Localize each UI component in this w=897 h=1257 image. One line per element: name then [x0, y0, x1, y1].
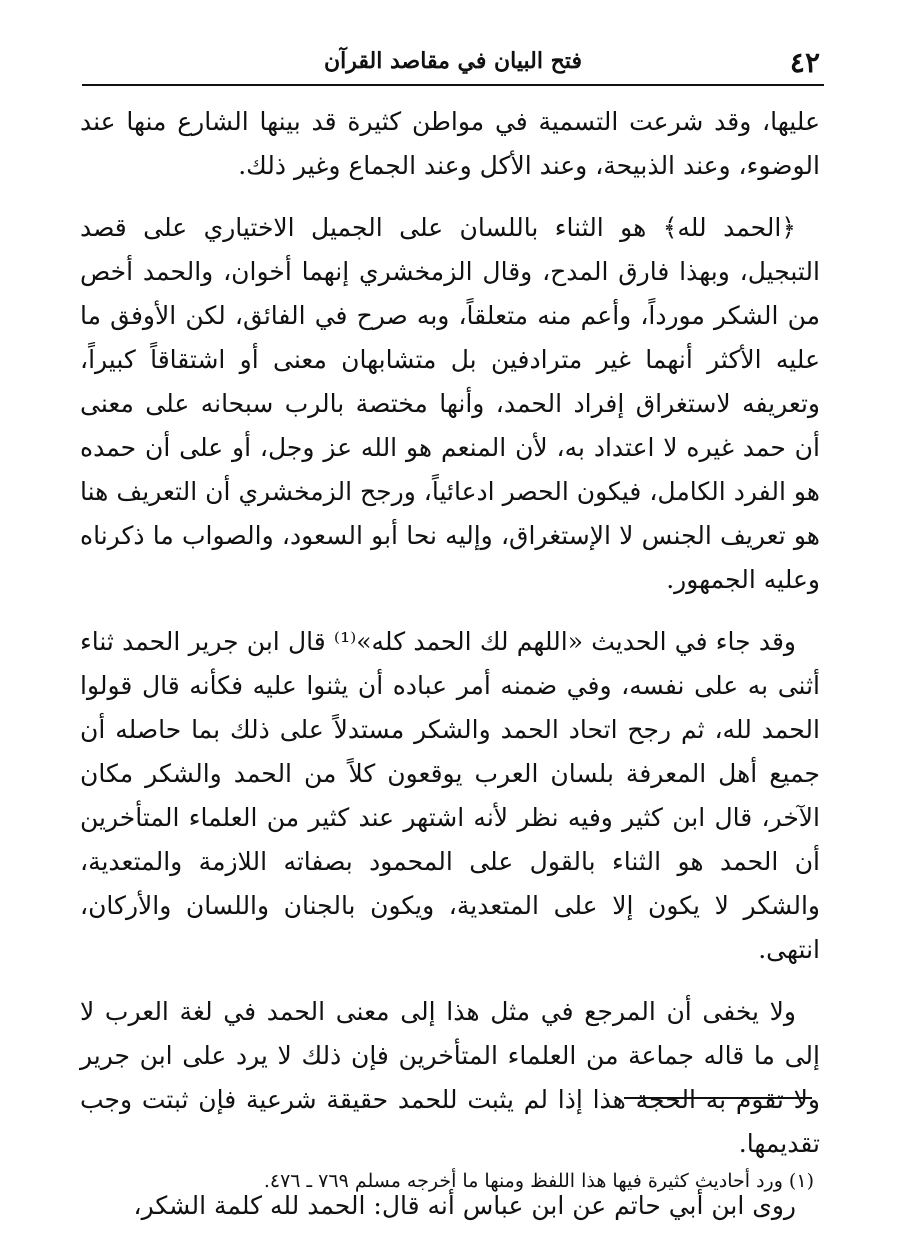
paragraph-3: وقد جاء في الحديث «اللهم لك الحمد كله»⁽¹⁾ قال ابن جرير الحمد ثناء أثنى به على نفسه، وفي ضمنه أمر عباده أن يثنوا عليه فكأنه قال قولوا الحمد لله، ثم رجح اتحاد الحمد والشكر مستدلاً على ذلك بما حاصله أن جميع أهل المعرفة بلسان العرب يوقعون كلاً من الحمد والشكر مكان الآخر، قال ابن كثير وفيه نظر لأنه اشتهر عند كثير من العلماء المتأخرين أن الحمد هو الثناء بالقول على المحمود بصفاته اللازمة والمتعدية، والشكر لا يكون إلا على المتعدية، ويكون بالجنان واللسان والأركان، انتهى.	[80, 627, 820, 964]
page-header	[82, 40, 824, 86]
book-title: فتح البيان في مقاصد القرآن	[324, 48, 582, 74]
footnote: (١) ورد أحاديث كثيرة فيها هذا اللفظ ومنها ما أخرجه مسلم ٧٦٩ ـ ٤٧٦.	[263, 1170, 814, 1192]
footnote-divider	[624, 1097, 812, 1099]
page-number: ٤٢	[789, 46, 820, 79]
paragraph-5: روى ابن أبي حاتم عن ابن عباس أنه قال: الحمد لله كلمة الشكر،	[133, 1191, 796, 1220]
paragraph-4: ولا يخفى أن المرجع في مثل هذا إلى معنى الحمد في لغة العرب لا إلى ما قاله جماعة من العلماء المتأخرين فإن ذلك لا يرد على ابن جرير ولا تقوم به الحجة هذا إذا لم يثبت للحمد حقيقة شرعية فإن ثبتت وجب تقديمها.	[80, 997, 820, 1158]
paragraph-1: عليها، وقد شرعت التسمية في مواطن كثيرة قد بينها الشارع منها عند الوضوء، وعند الذبيحة، وعند الأكل وعند الجماع وغير ذلك.	[80, 107, 820, 180]
paragraph-2: ﴿الحمد لله﴾ هو الثناء باللسان على الجميل الاختياري على قصد التبجيل، وبهذا فارق المدح، وقال الزمخشري إنهما أخوان، والحمد أخص من الشكر مورداً، وأعم منه متعلقاً، وبه صرح في الفائق، لكن الأوفق ما عليه الأكثر أنهما غير مترادفين بل متشابهان معنى أو اشتقاقاً كبيراً، وتعريفه لاستغراق إفراد الحمد، وأنها مختصة بالرب سبحانه على معنى أن حمد غيره لا اعتداد به، لأن المنعم هو الله عز وجل، أو على أن حمده هو الفرد الكامل، فيكون الحصر ادعائياً، ورجح الزمخشري أن التعريف هنا هو تعريف الجنس لا الإستغراق، وإليه نحا أبو السعود، والصواب ما ذكرناه وعليه الجمهور.	[80, 213, 820, 594]
main-text	[80, 100, 820, 1246]
